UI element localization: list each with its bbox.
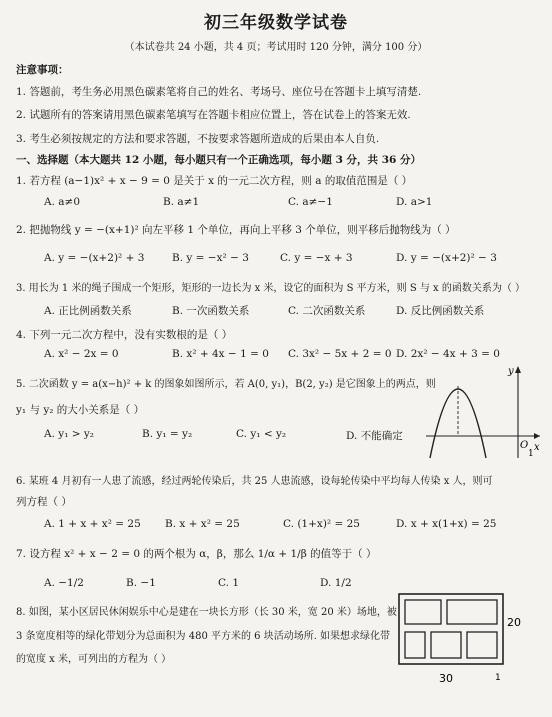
question-6-stem-2: 列方程（ ） (16, 496, 72, 508)
q1-option-b[interactable]: B. a≠1 (163, 196, 200, 208)
exam-title: 初三年级数学试卷 (204, 13, 348, 33)
q6-option-d[interactable]: D. x + x(1+x) = 25 (396, 518, 497, 530)
question-5-stem-2: y₁ 与 y₂ 的大小关系是（ ） (16, 404, 145, 416)
q5-option-b[interactable]: B. y₁ = y₂ (142, 428, 193, 440)
q3-option-b[interactable]: B. 一次函数关系 (172, 305, 250, 317)
question-3-stem: 3. 用长为 1 米的绳子围成一个矩形，矩形的一边长为 x 米，设它的面积为 S 平方米，则 S 与 x 的函数关系为（ ） (16, 283, 526, 294)
q2-option-d[interactable]: D. y = −(x+2)² − 3 (396, 252, 497, 264)
field-outline (399, 594, 503, 664)
plot-top-left (405, 600, 441, 624)
parabola-figure (420, 362, 546, 460)
question-7-stem: 7. 设方程 x² + x − 2 = 0 的两个根为 α，β，那么 1/α + 1/β 的值等于（ ） (16, 548, 377, 560)
q4-option-a[interactable]: A. x² − 2x = 0 (44, 348, 119, 360)
q7-option-a[interactable]: A. −1/2 (44, 577, 84, 589)
note-3: 3. 考生必须按规定的方法和要求答题，不按要求答题所造成的后果由本人自负. (16, 133, 380, 145)
height-label: 20 (507, 616, 521, 629)
origin-label: O (520, 440, 529, 451)
q2-option-a[interactable]: A. y = −(x+2)² + 3 (44, 252, 145, 264)
plot-bottom-right (467, 632, 497, 658)
q2-option-b[interactable]: B. y = −x² − 3 (172, 252, 249, 264)
q5-option-d[interactable]: D. 不能确定 (346, 430, 403, 442)
notes-heading: 注意事项： (16, 64, 69, 76)
question-4-stem: 4. 下列一元二次方程中，没有实数根的是（ ） (16, 329, 233, 341)
y-axis-arrow-icon (515, 366, 521, 373)
point-label: 1 (528, 449, 534, 459)
question-1-stem: 1. 若方程 (a−1)x² + x − 9 = 0 是关于 x 的一元二次方程，则 a 的取值范围是（ ） (16, 175, 413, 187)
plot-bottom-middle (431, 632, 461, 658)
note-2: 2. 试题所有的答案请用黑色碳素笔填写在答题卡相应位置上，答在试卷上的答案无效. (16, 109, 411, 121)
q4-option-b[interactable]: B. x² + 4x − 1 = 0 (172, 348, 269, 360)
plot-bottom-left (405, 632, 425, 658)
q5-option-c[interactable]: C. y₁ < y₂ (236, 428, 287, 440)
field-figure (395, 590, 550, 690)
q6-option-c[interactable]: C. (1+x)² = 25 (283, 518, 360, 530)
question-8-stem-3: 的宽度 x 米，可列出的方程为（ ） (16, 654, 172, 665)
note-1: 1. 答题前，考生务必用黑色碳素笔将自己的姓名、考场号、座位号在答题卡上填写清楚. (16, 86, 422, 98)
y-axis-label: y (508, 366, 514, 377)
corner-label: 1 (495, 673, 501, 683)
q1-option-a[interactable]: A. a≠0 (44, 196, 80, 208)
question-6-stem: 6. 某班 4 月初有一人患了流感，经过两轮传染后，共 25 人患流感，设每轮传染中平均每人传染 x 人，则可 (16, 476, 493, 487)
x-axis-label: x (534, 442, 540, 453)
q4-option-d[interactable]: D. 2x² − 4x + 3 = 0 (396, 348, 500, 360)
q2-option-c[interactable]: C. y = −x + 3 (280, 252, 353, 264)
section-heading: 一、选择题（本大题共 12 小题，每小题只有一个正确选项，每小题 3 分，共 36 分） (16, 154, 421, 166)
q1-option-c[interactable]: C. a≠−1 (288, 196, 333, 208)
question-8-stem: 8. 如图，某小区居民休闲娱乐中心是建在一块长方形（长 30 米，宽 20 米）场地，被 (16, 607, 397, 618)
q7-option-d[interactable]: D. 1/2 (320, 577, 352, 589)
exam-subtitle: （本试卷共 24 小题，共 4 页；考试用时 120 分钟，满分 100 分） (124, 42, 428, 53)
question-8-stem-2: 3 条宽度相等的绿化带划分为总面积为 480 平方米的 6 块活动场所. 如果想求绿化带 (16, 631, 391, 642)
q1-option-d[interactable]: D. a>1 (396, 196, 433, 208)
q3-option-c[interactable]: C. 二次函数关系 (288, 305, 366, 317)
width-label: 30 (439, 672, 453, 685)
question-2-stem: 2. 把抛物线 y = −(x+1)² 向左平移 1 个单位，再向上平移 3 个单位，则平移后抛物线为（ ） (16, 224, 456, 236)
plot-top-right (447, 600, 497, 624)
q6-option-b[interactable]: B. x + x² = 25 (165, 518, 240, 530)
x-axis-arrow-icon (534, 433, 540, 439)
q4-option-c[interactable]: C. 3x² − 5x + 2 = 0 (288, 348, 392, 360)
q5-option-a[interactable]: A. y₁ > y₂ (44, 428, 95, 440)
q7-option-b[interactable]: B. −1 (126, 577, 156, 589)
q7-option-c[interactable]: C. 1 (218, 577, 240, 589)
question-5-stem: 5. 二次函数 y = a(x−h)² + k 的图象如图所示，若 A(0, y₁)，B(2, y₂) 是它图象上的两点，则 (16, 379, 436, 390)
q3-option-d[interactable]: D. 反比例函数关系 (396, 305, 485, 317)
q3-option-a[interactable]: A. 正比例函数关系 (44, 305, 132, 317)
q6-option-a[interactable]: A. 1 + x + x² = 25 (44, 518, 141, 530)
